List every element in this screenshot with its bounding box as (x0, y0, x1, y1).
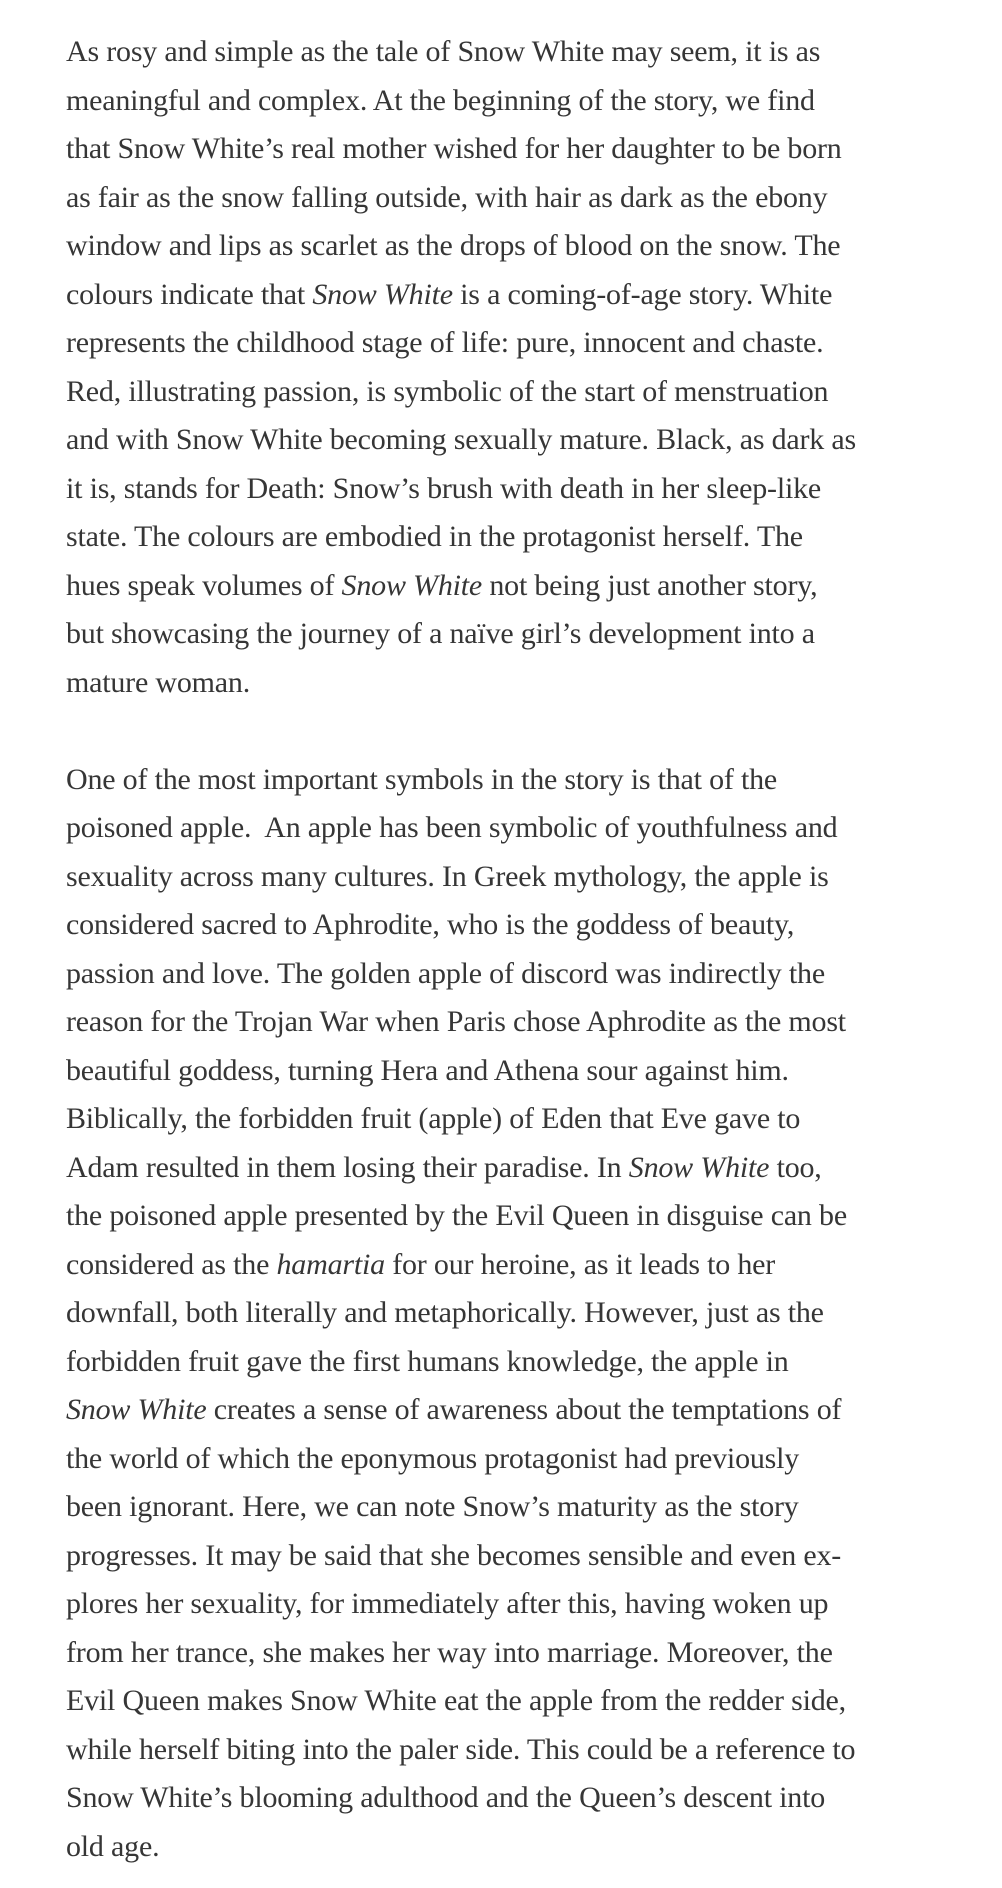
body-text: window and lips as scarlet as the drops of blood on the snow. The (66, 229, 841, 262)
body-text: old age. (66, 1829, 160, 1863)
body-text: as fair as the snow falling outside, with hair as dark as the ebony (66, 180, 828, 214)
body-text: meaningful and complex. At the beginning of the story, we find (66, 83, 815, 117)
text-line (66, 1629, 962, 1678)
body-text: that Snow White’s real mother wished for her daughter to be born (66, 132, 842, 165)
text-line (66, 465, 962, 514)
text-line (66, 1386, 962, 1435)
body-text: As rosy and simple as the tale of Snow White may seem, it is as (66, 35, 821, 68)
text-line (66, 804, 962, 853)
text-line (66, 416, 962, 465)
text-line (66, 319, 962, 368)
text-line (66, 610, 962, 659)
body-text: Red, illustrating passion, is symbolic of the start of menstruation (66, 374, 829, 408)
italic-text: Snow White (628, 1150, 770, 1184)
italic-text: Snow White (312, 277, 453, 311)
body-text: is a coming-of-age story. White (452, 277, 833, 311)
text-line (66, 28, 962, 77)
body-text: colours indicate that (66, 277, 313, 311)
body-text: forbidden fruit gave the first humans knowledge, the apple in (66, 1344, 789, 1378)
italic-text: Snow White (341, 568, 483, 602)
text-line (66, 853, 962, 902)
body-text: reason for the Trojan War when Paris chose Aphrodite as the most (66, 1005, 846, 1038)
body-text: plores her sexuality, for immediately after this, having woken up (66, 1587, 829, 1620)
body-text: it is, stands for Death: Snow’s brush with death in her sleep-like (66, 471, 822, 505)
body-text: the poisoned apple presented by the Evil Queen in disguise can be (66, 1199, 847, 1232)
body-text: Evil Queen makes Snow White eat the apple from the redder side, (66, 1684, 846, 1717)
text-line (66, 271, 962, 320)
body-text: Adam resulted in them losing their paradise. In (66, 1150, 629, 1184)
text-line (66, 1823, 962, 1872)
text-line (66, 1047, 962, 1096)
italic-text: hamartia (276, 1247, 385, 1281)
text-line (66, 998, 962, 1047)
text-line (66, 222, 962, 271)
body-text: downfall, both literally and metaphorically. However, just as the (66, 1296, 824, 1329)
text-line (66, 1435, 962, 1484)
body-text: not being just another story, (482, 568, 818, 602)
body-text: creates a sense of awareness about the temptations of (206, 1393, 842, 1426)
text-line (66, 1774, 962, 1823)
text-line (66, 1580, 962, 1629)
paragraph (66, 28, 962, 707)
text-line (66, 174, 962, 223)
text-line (66, 1532, 962, 1581)
body-text: poisoned apple. An apple has been symbolic of youthfulness and (66, 811, 838, 844)
body-text: passion and love. The golden apple of discord was indirectly the (66, 956, 825, 990)
body-text: Biblically, the forbidden fruit (apple) of Eden that Eve gave to (66, 1102, 801, 1135)
text-line (66, 901, 962, 950)
text-line (66, 1483, 962, 1532)
body-text: while herself biting into the paler side. This could be a reference to (66, 1732, 856, 1766)
body-text: represents the childhood stage of life: pure, innocent and chaste. (66, 326, 824, 359)
body-text: state. The colours are embodied in the protagonist herself. The (66, 520, 803, 553)
text-line (66, 368, 962, 417)
body-text: considered as the (66, 1247, 277, 1281)
body-text: but showcasing the journey of a naïve girl’s development into a (66, 617, 815, 650)
paragraph (66, 756, 962, 1872)
body-text: progresses. It may be said that she becomes sensible and even ex- (66, 1538, 842, 1572)
text-line (66, 513, 962, 562)
text-line (66, 1241, 962, 1290)
text-line (66, 1726, 962, 1775)
body-text: for our heroine, as it leads to her (384, 1247, 776, 1281)
body-text: Snow White’s blooming adulthood and the Queen’s descent into (66, 1781, 826, 1814)
text-line (66, 1289, 962, 1338)
body-text: from her trance, she makes her way into marriage. Moreover, the (66, 1635, 833, 1669)
body-text: been ignorant. Here, we can note Snow’s maturity as the story (66, 1490, 799, 1523)
text-line (66, 1338, 962, 1387)
body-text: too, (769, 1150, 822, 1184)
text-line (66, 125, 962, 174)
body-text: mature woman. (66, 665, 251, 699)
body-text: sexuality across many cultures. In Greek mythology, the apple is (66, 859, 829, 893)
text-line (66, 1144, 962, 1193)
text-line (66, 1677, 962, 1726)
text-line (66, 77, 962, 126)
body-text: the world of which the eponymous protagonist had previously (66, 1441, 800, 1475)
italic-text: Snow White (66, 1393, 207, 1426)
body-text: hues speak volumes of (66, 568, 342, 602)
body-text: One of the most important symbols in the story is that of the (66, 762, 778, 796)
text-line (66, 1095, 962, 1144)
text-line (66, 756, 962, 805)
text-line (66, 950, 962, 999)
body-text: and with Snow White becoming sexually mature. Black, as dark as (66, 423, 856, 456)
text-line (66, 1192, 962, 1241)
body-text: considered sacred to Aphrodite, who is the goddess of beauty, (66, 908, 795, 941)
body-text: beautiful goddess, turning Hera and Athena sour against him. (66, 1053, 789, 1087)
text-line (66, 659, 962, 708)
text-line (66, 562, 962, 611)
